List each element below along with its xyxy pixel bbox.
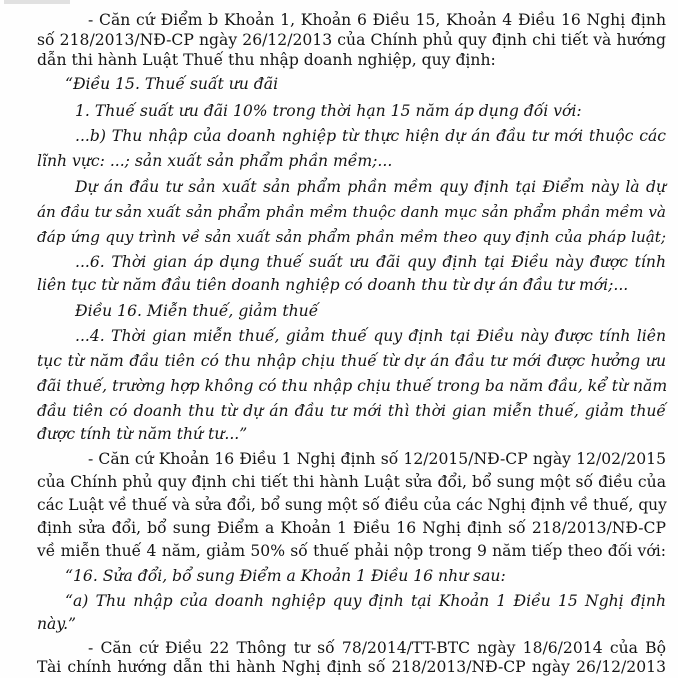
quote-line-clause-6-2: liên tục từ năm đầu tiên doanh nghiệp có doanh thu từ dự án đầu tư mới;... [37, 276, 629, 294]
quote-line-clause-4-4: đầu tiên có doanh thu từ dự án đầu tư mới thì thời gian miễn thuế, giảm thuế [37, 402, 666, 420]
quote-line-clause-4-3: đãi thuế, trường hợp không có thu nhập chịu thuế trong ba năm đầu, kể từ năm [37, 377, 668, 395]
paragraph-line-2: số 218/2013/NĐ-CP ngày 26/12/2013 của Chính phủ quy định chi tiết và hướng [37, 31, 666, 49]
quote-line-clause-6-1: ...6. Thời gian áp dụng thuế suất ưu đãi quy định tại Điều này được tính [75, 253, 666, 271]
paragraph2-line-1: - Căn cứ Khoản 16 Điều 1 Nghị định số 12/2015/NĐ-CP ngày 12/02/2015 [88, 450, 666, 468]
quote-line-clause-1: 1. Thuế suất ưu đãi 10% trong thời hạn 15 năm áp dụng đối với: [75, 102, 582, 120]
quote2-heading: “16. Sửa đổi, bổ sung Điểm a Khoản 1 Điều 16 như sau: [65, 567, 506, 585]
quote-line-software-3: đáp ứng quy trình về sản xuất sản phẩm phần mềm theo quy định của pháp luật; [37, 228, 666, 246]
quote-line-clause-4-5: được tính từ năm thứ tư...” [37, 425, 248, 443]
quote-line-software-1: Dự án đầu tư sản xuất sản phẩm phần mềm quy định tại Điểm này là dự [75, 178, 666, 196]
paragraph2-line-4: định sửa đổi, bổ sung Điểm a Khoản 1 Điều 16 Nghị định số 218/2013/NĐ-CP [37, 519, 666, 537]
paragraph-line-1: - Căn cứ Điểm b Khoản 1, Khoản 6 Điều 15, Khoản 4 Điều 16 Nghị định [88, 11, 666, 29]
paragraph3-line-1: - Căn cứ Điều 22 Thông tư số 78/2014/TT-BTC ngày 18/6/2014 của Bộ [88, 639, 666, 657]
paragraph3-line-2: Tài chính hướng dẫn thi hành Nghị định số 218/2013/NĐ-CP ngày 26/12/2013 [37, 658, 666, 676]
paragraph2-line-3: các Luật về thuế và sửa đổi, bổ sung một số điều của các Nghị định về thuế, quy [37, 496, 667, 514]
quote-line-point-b-2: lĩnh vực: ...; sản xuất sản phẩm phần mềm;... [37, 152, 393, 170]
quote-heading-article-15: “Điều 15. Thuế suất ưu đãi [65, 75, 279, 93]
scan-smudge [4, 0, 70, 4]
paragraph-line-3: dẫn thi hành Luật Thuế thu nhập doanh nghiệp, quy định: [37, 51, 496, 69]
quote-line-point-b-1: ...b) Thu nhập của doanh nghiệp từ thực hiện dự án đầu tư mới thuộc các [75, 127, 666, 145]
quote-line-clause-4-1: ...4. Thời gian miễn thuế, giảm thuế quy định tại Điều này được tính liên [75, 327, 666, 345]
quote2-line-2: này.” [37, 615, 77, 633]
paragraph2-line-5: về miễn thuế 4 năm, giảm 50% số thuế phải nộp trong 9 năm tiếp theo đối với: [37, 542, 666, 560]
quote-line-clause-4-2: tục từ năm đầu tiên có thu nhập chịu thuế từ dự án đầu tư mới được hưởng ưu [37, 352, 666, 370]
quote-line-software-2: án đầu tư sản xuất sản phẩm phần mềm thuộc danh mục sản phẩm phần mềm và [37, 203, 666, 221]
quote2-line-1: “a) Thu nhập của doanh nghiệp quy định tại Khoản 1 Điều 15 Nghị định [65, 592, 666, 610]
quote-heading-article-16: Điều 16. Miễn thuế, giảm thuế [75, 302, 319, 320]
paragraph2-line-2: của Chính phủ quy định chi tiết thi hành Luật sửa đổi, bổ sung một số điều của [37, 473, 666, 491]
